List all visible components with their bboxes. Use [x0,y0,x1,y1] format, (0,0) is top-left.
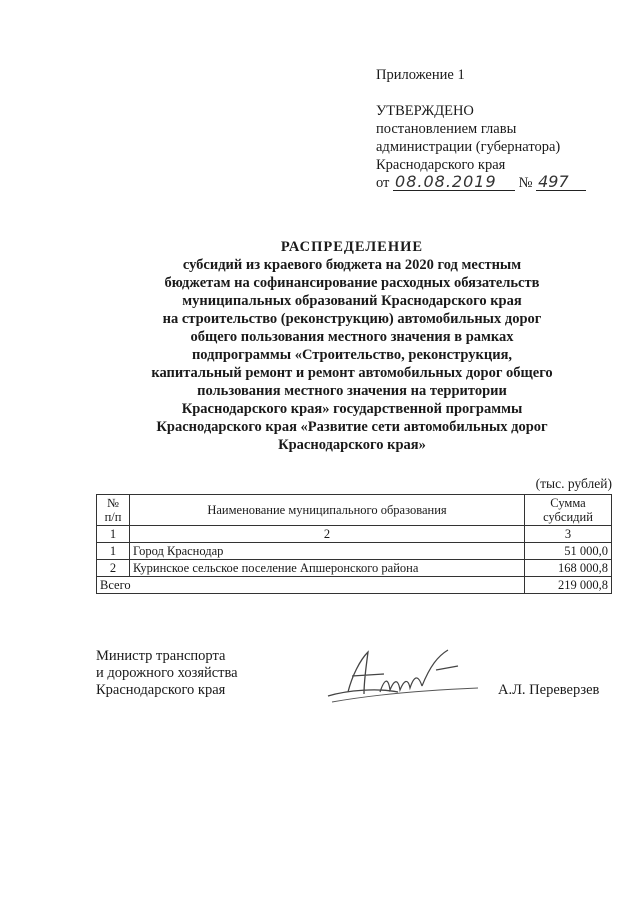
table-index-row [97,526,612,543]
header-number-line: п/п [104,510,122,524]
title-line: пользования местного значения на территории [197,383,507,399]
approval-date-line [376,174,626,192]
title-line: Краснодарского края» государственной программы [181,401,523,417]
title-line: подпрограммы «Строительство, реконструкция, [191,347,513,363]
position-line: и дорожного хозяйства [96,665,238,681]
header-number [97,495,130,526]
from-prefix: от [376,175,390,191]
header-sum [525,495,612,526]
header-name: Наименование муниципального образования [130,495,525,526]
row-sum: 168 000,8 [525,560,612,577]
header-number-line: № [107,496,119,510]
index-cell: 3 [525,526,612,543]
approval-line: Краснодарского края [376,157,506,173]
handwritten-signature [318,646,488,706]
distribution-table [96,494,612,594]
row-name: Куринское сельское поселение Апшеронского района [130,560,525,577]
index-cell: 1 [97,526,130,543]
number-prefix: № [518,175,533,191]
header-sum-line: субсидий [543,510,593,524]
row-name: Город Краснодар [130,543,525,560]
handwritten-number: 497 [536,174,586,191]
title-line: субсидий из краевого бюджета на 2020 год местным [182,257,522,273]
title-line: Краснодарского края «Развитие сети автомобильных дорог [156,419,548,435]
title-line: Краснодарского края» [278,437,426,453]
position-line: Краснодарского края [96,682,226,698]
total-sum: 219 000,8 [525,577,612,594]
title-line: капитальный ремонт и ремонт автомобильных дорог общего [151,365,553,381]
document-title [96,238,608,454]
total-label: Всего [97,577,525,594]
signatory-position [96,648,238,699]
approval-block [376,66,626,192]
table-row [97,560,612,577]
row-number: 1 [97,543,130,560]
approval-line: постановлением главы [376,121,517,137]
row-number: 2 [97,560,130,577]
title-line: общего пользования местного значения в рамках [190,329,514,345]
approval-line: администрации (губернатора) [376,139,561,155]
title-line: муниципальных образований Краснодарского края [182,293,522,309]
title-line: бюджетам на софинансирование расходных обязательств [164,275,540,291]
index-cell: 2 [130,526,525,543]
title-heading: РАСПРЕДЕЛЕНИЕ [280,239,424,255]
title-line: на строительство (реконструкцию) автомобильных дорог [162,311,542,327]
table-total-row [97,577,612,594]
signatory-name: А.Л. Переверзев [498,682,600,698]
handwritten-date: 08.08.2019 [393,174,515,191]
appendix-label: Приложение 1 [376,67,465,83]
approved-label: УТВЕРЖДЕНО [376,103,474,119]
table-row [97,543,612,560]
unit-label: (тыс. рублей) [535,476,612,491]
table-header-row [97,495,612,526]
row-sum: 51 000,0 [525,543,612,560]
header-sum-line: Сумма [550,496,586,510]
position-line: Министр транспорта [96,648,226,664]
